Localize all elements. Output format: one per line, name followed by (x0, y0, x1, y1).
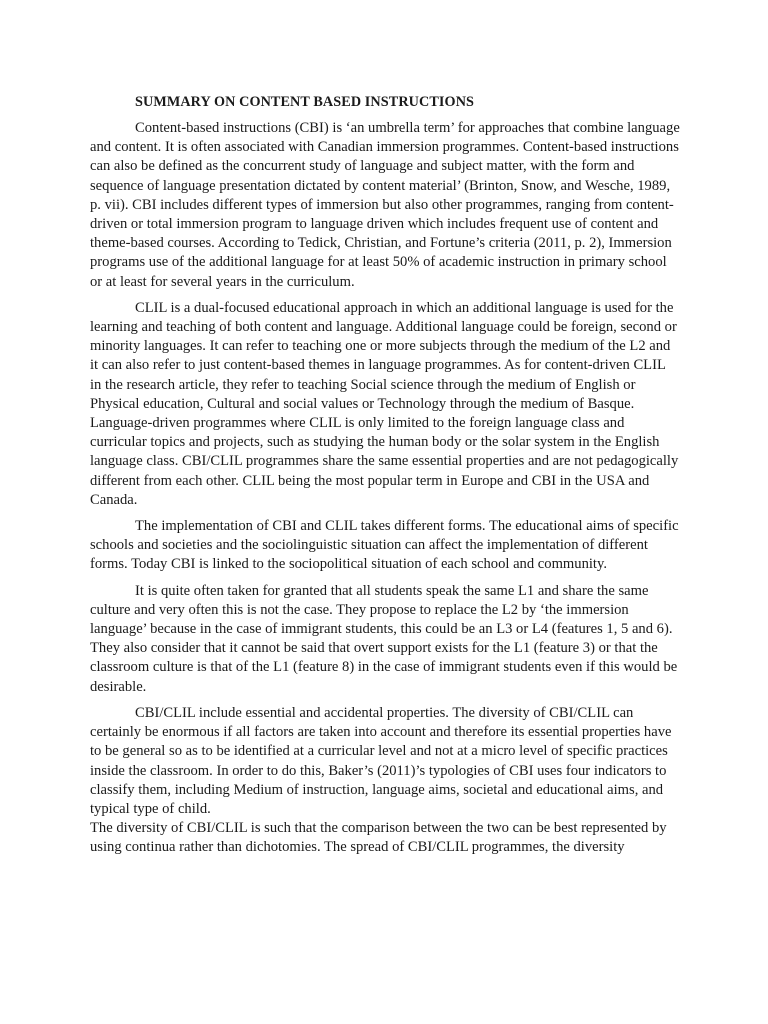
paragraph-diversity: The diversity of CBI/CLIL is such that the comparison between the two can be best represented by using continua rather than dichotomies. The spread of CBI/CLIL programmes, the diversity (90, 820, 667, 856)
paragraph-properties: CBI/CLIL include essential and accidental properties. The diversity of CBI/CLIL can certainly be enormous if all factors are taken into account and therefore its essential properties have to be general so as to be identified at a curricular level and not at a micro level of specific practices inside the classroom. In order to do this, Baker’s (2011)’s typologies of CBI uses four indicators to classify them, including Medium of instruction, language aims, societal and educational aims, and typical type of child. (90, 704, 672, 817)
paragraph-implementation: The implementation of CBI and CLIL takes different forms. The educational aims of specific schools and societies and the sociolinguistic situation can affect the implementation of different forms. Today CBI is linked to the sociopolitical situation of each school and community. (90, 518, 679, 573)
paragraph-cbi-definition: Content-based instructions (CBI) is ‘an umbrella term’ for approaches that combine language and content. It is often associated with Canadian immersion programmes. Content-based instructions can also be defined as the concurrent study of language and subject matter, with the form and sequence of language presentation dictated by content material’ (Brinton, Snow, and Wesche, 1989, p. vii). CBI includes different types of immersion but also other programmes, ranging from content-driven or total immersion program to language driven which includes frequent use of content and theme-based courses. According to Tedick, Christian, and Fortune’s criteria (2011, p. 2), Immersion programs use of the additional language for at least 50% of academic instruction in primary school or at least for several years in the curriculum. (90, 120, 680, 290)
paragraph-clil-definition: CLIL is a dual-focused educational approach in which an additional language is used for the learning and teaching of both content and language. Additional language could be foreign, second or minority languages. It can refer to teaching one or more subjects through the medium of the L2 and it can also refer to just content-based themes in language programmes. As for content-driven CLIL in the research article, they refer to teaching Social science through the medium of English or Physical education, Cultural and social values or Technology through the medium of Basque. Language-driven programmes where CLIL is only limited to the foreign language class and curricular topics and projects, such as studying the human body or the solar system in the English language class. CBI/CLIL programmes share the same essential properties and are not pedagogically different from each other. CLIL being the most popular term in Europe and CBI in the USA and Canada. (90, 299, 679, 508)
document-title: SUMMARY ON CONTENT BASED INSTRUCTIONS (135, 94, 475, 110)
paragraph-students-l1: It is quite often taken for granted that all students speak the same L1 and share the same culture and very often this is not the case. They propose to replace the L2 by ‘the immersion language’ because in the case of immigrant students, this could be an L3 or L4 (features 1, 5 and 6). They also consider that it cannot be said that overt support exists for the L1 (feature 3) or that the classroom culture is that of the L1 (feature 8) in the case of immigrant students even if this would be desirable. (90, 582, 678, 695)
document-body (90, 93, 680, 858)
